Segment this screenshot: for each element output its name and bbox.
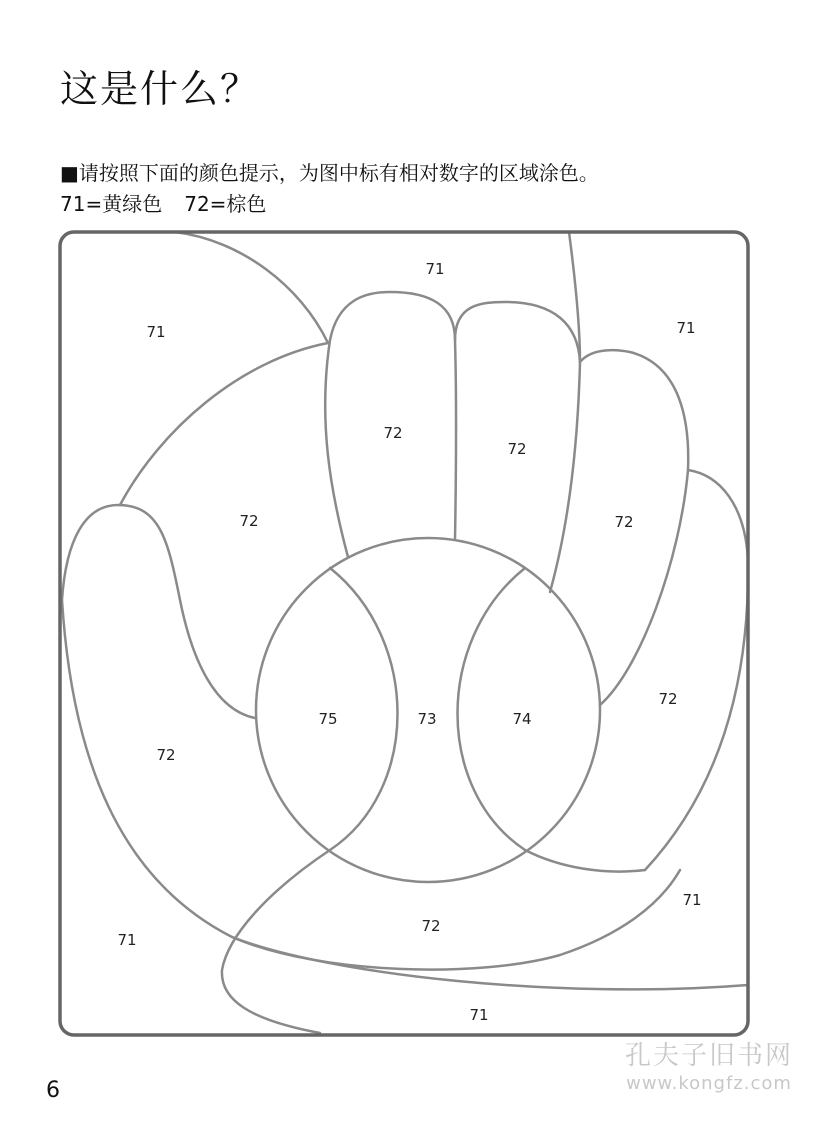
region-label: 72 xyxy=(239,512,259,530)
region-label: 72 xyxy=(614,513,634,531)
watermark-name: 孔夫子旧书网 xyxy=(625,1041,794,1071)
legend-item-brown: 72=棕色 xyxy=(184,192,267,216)
region-label: 74 xyxy=(512,710,532,728)
region-label: 71 xyxy=(146,323,166,341)
region-label: 72 xyxy=(156,746,176,764)
region-label: 71 xyxy=(425,260,445,278)
page-title: 这是什么？ xyxy=(60,67,261,111)
region-label: 71 xyxy=(117,931,137,949)
page-number: 6 xyxy=(46,1078,60,1103)
region-label: 72 xyxy=(383,424,403,442)
region-label: 72 xyxy=(658,690,678,708)
region-label: 75 xyxy=(318,710,338,728)
region-label: 71 xyxy=(682,891,702,909)
legend-item-yellow-green: 71=黄绿色 xyxy=(60,192,163,216)
watermark-url: www.kongfz.com xyxy=(626,1072,792,1094)
instruction-text: ■请按照下面的颜色提示，为图中标有相对数字的区域涂色。 xyxy=(60,161,599,185)
region-label: 71 xyxy=(469,1006,489,1024)
region-numbers xyxy=(117,260,701,1024)
region-label: 71 xyxy=(676,319,696,337)
watermark xyxy=(625,1040,793,1095)
region-label: 72 xyxy=(421,917,441,935)
glove-outline xyxy=(62,232,748,1033)
region-label: 72 xyxy=(507,440,527,458)
region-label: 73 xyxy=(417,710,437,728)
